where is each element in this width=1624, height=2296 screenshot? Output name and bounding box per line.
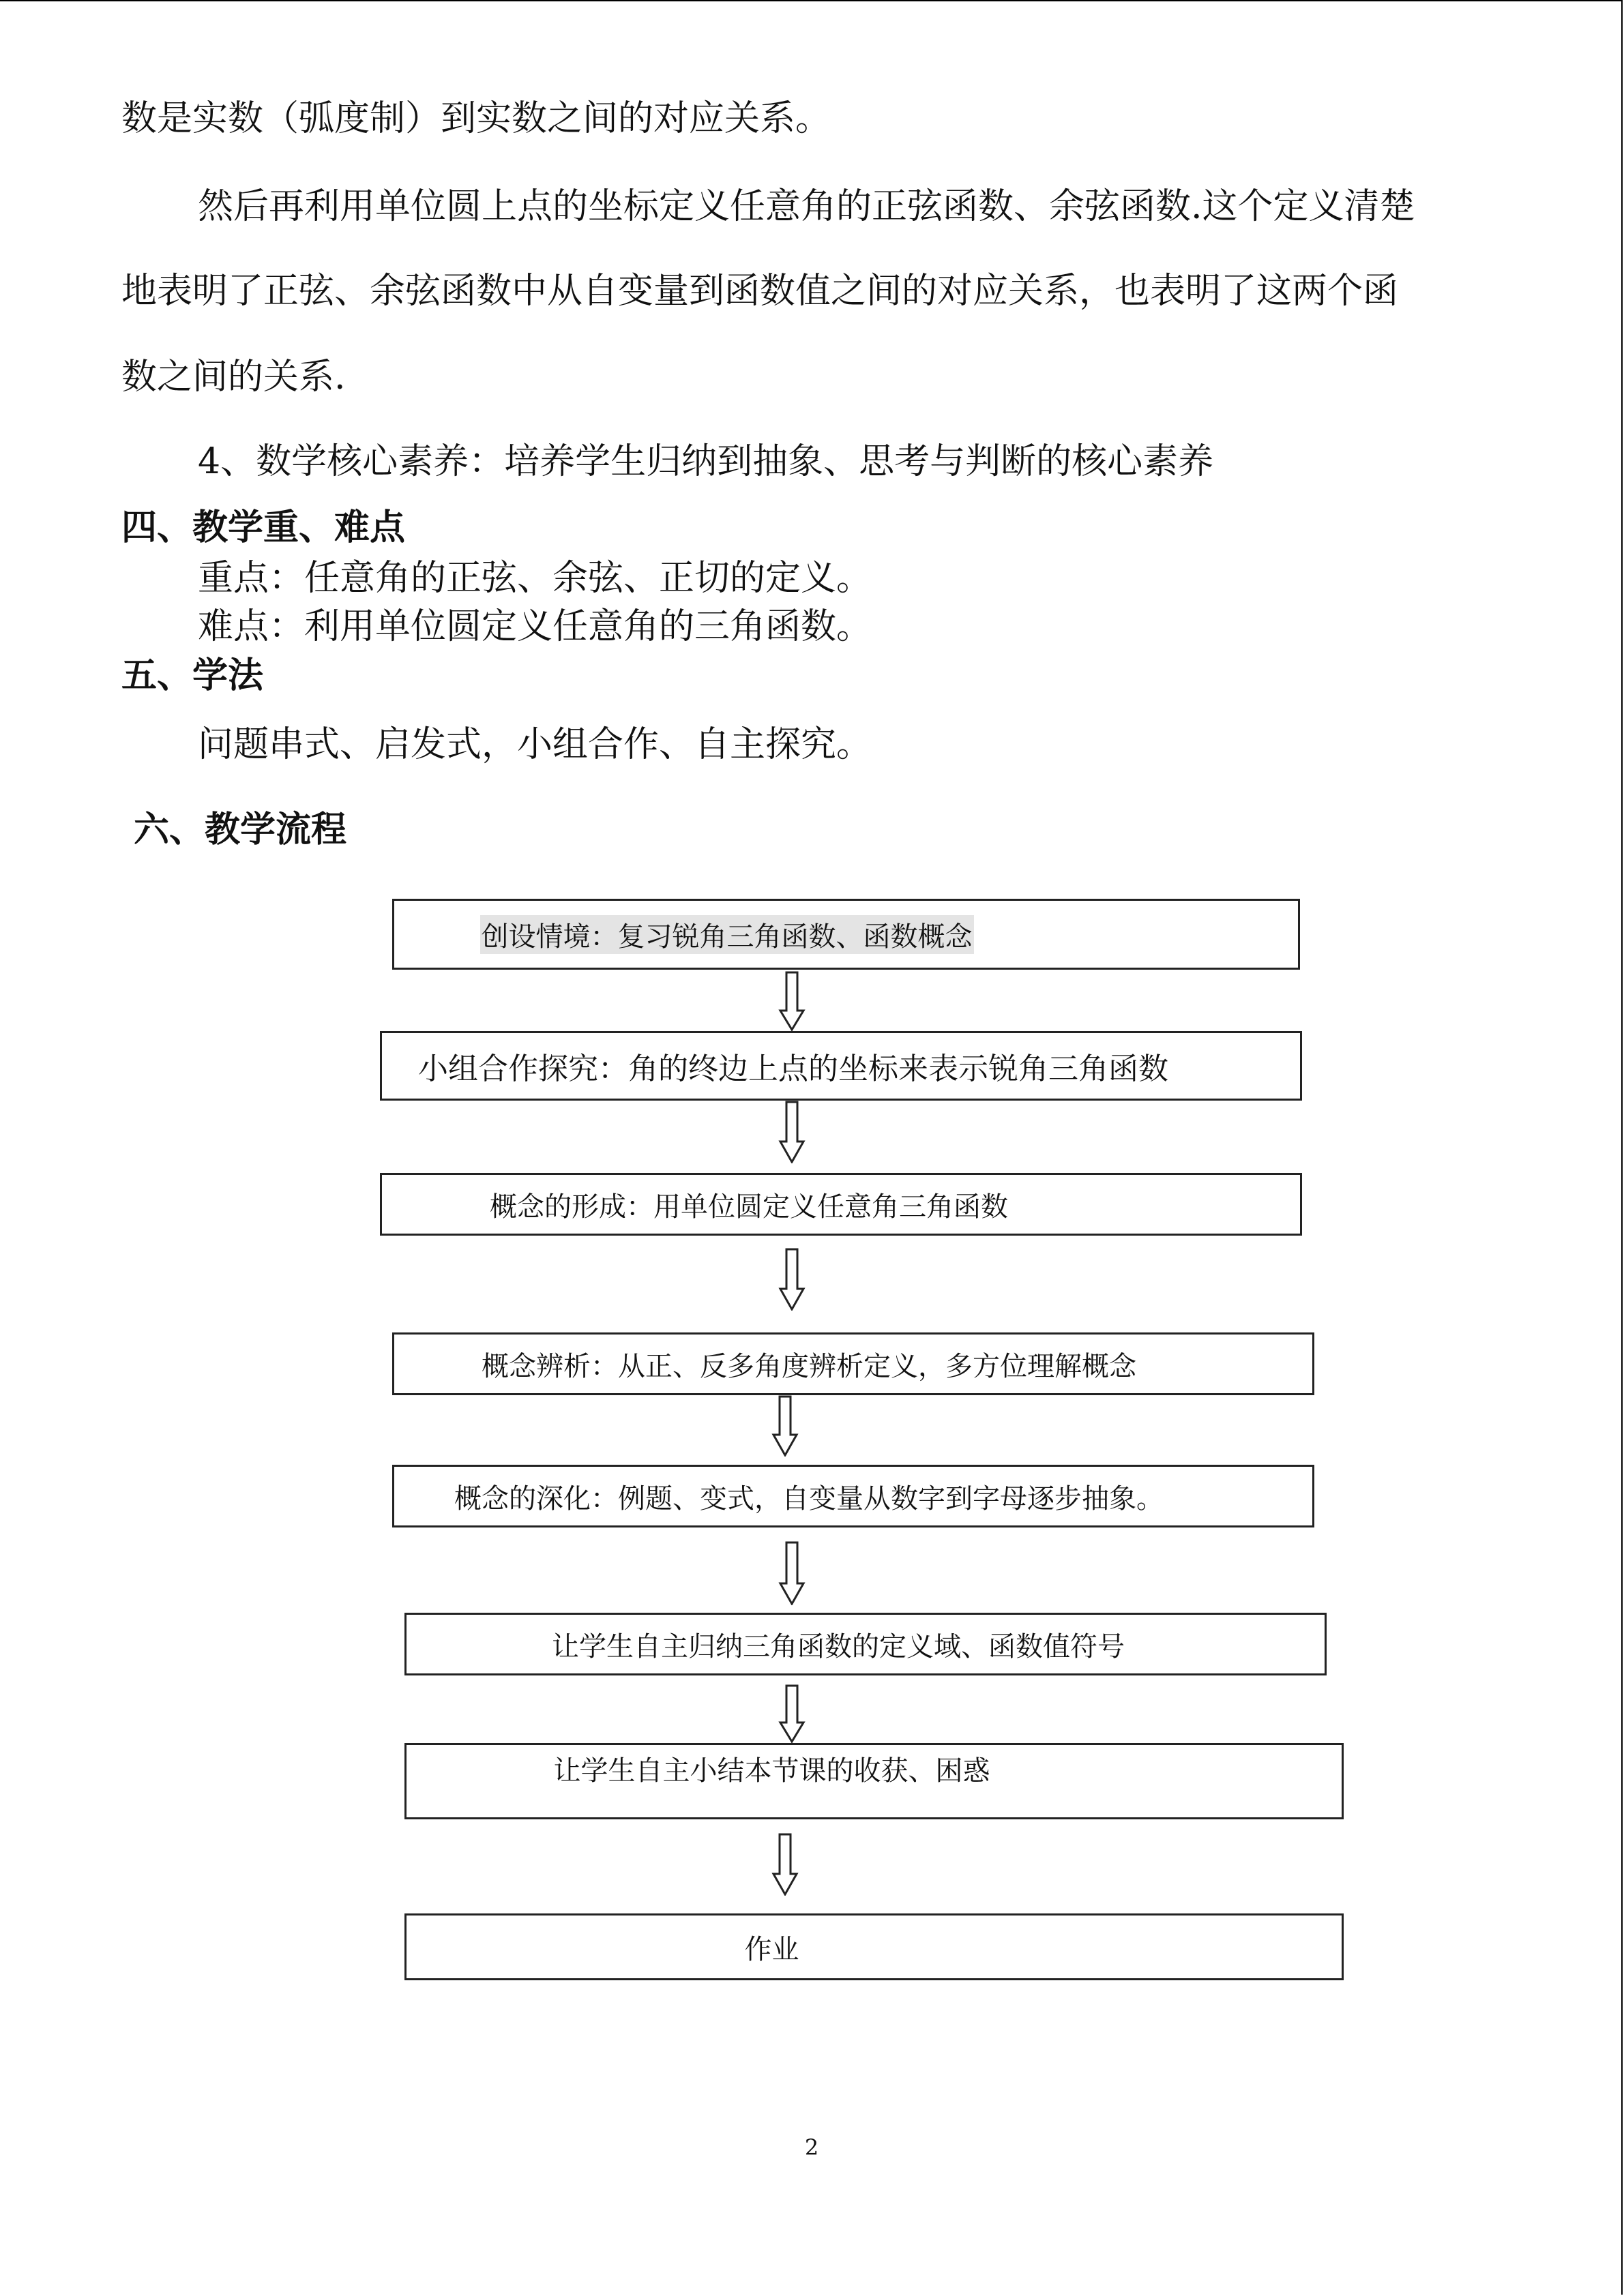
flow-step-8 [404, 1913, 1344, 1980]
flow-step-6 [404, 1613, 1327, 1675]
paragraph-line-1: 数是实数（弧度制）到实数之间的对应关系。 [121, 98, 831, 139]
flow-arrow-6-icon [778, 1684, 806, 1743]
flow-step-4-label: 概念辨析：从正、反多角度辨析定义，多方位理解概念 [482, 1350, 1136, 1382]
flow-arrow-3-icon [778, 1248, 806, 1311]
flow-step-3 [380, 1173, 1302, 1236]
learning-method-text: 问题串式、启发式，小组合作、自主探究。 [198, 724, 872, 765]
flow-step-4 [392, 1332, 1314, 1395]
flow-step-7 [404, 1743, 1344, 1819]
flow-step-5 [392, 1465, 1314, 1527]
paragraph-line-2: 然后再利用单位圆上点的坐标定义任意角的正弦函数、余弦函数.这个定义清楚 [198, 186, 1415, 227]
page-number: 2 [804, 2134, 819, 2160]
section-heading-learning-method: 五、学法 [121, 655, 264, 696]
flow-step-7-label: 让学生自主小结本节课的收获、困惑 [553, 1755, 990, 1787]
flow-arrow-2-icon [778, 1101, 806, 1163]
flow-arrow-7-icon [771, 1833, 799, 1896]
flow-arrow-5-icon [778, 1541, 806, 1605]
core-literacy-item: 4、数学核心素养：培养学生归纳到抽象、思考与判断的核心素养 [198, 441, 1214, 482]
paragraph-line-4: 数之间的关系. [121, 357, 346, 398]
flow-step-2 [380, 1031, 1302, 1101]
flow-arrow-1-icon [778, 971, 806, 1031]
paragraph-line-3: 地表明了正弦、余弦函数中从自变量到函数值之间的对应关系，也表明了这两个函 [121, 271, 1399, 312]
flow-step-1-label: 创设情境：复习锐角三角函数、函数概念 [480, 915, 974, 954]
flow-step-1 [392, 899, 1300, 970]
section-heading-key-difficult: 四、教学重、难点 [121, 507, 406, 548]
difficult-point: 难点：利用单位圆定义任意角的三角函数。 [198, 606, 872, 647]
flow-arrow-4-icon [771, 1395, 799, 1457]
flow-step-5-label: 概念的深化：例题、变式，自变量从数字到字母逐步抽象。 [454, 1482, 1164, 1515]
key-point: 重点：任意角的正弦、余弦、正切的定义。 [198, 558, 872, 599]
flow-step-3-label: 概念的形成：用单位圆定义任意角三角函数 [490, 1191, 1008, 1223]
flow-step-2-label: 小组合作探究：角的终边上点的坐标来表示锐角三角函数 [418, 1052, 1168, 1086]
section-heading-teaching-process: 六、教学流程 [134, 809, 347, 850]
flow-step-6-label: 让学生自主归纳三角函数的定义域、函数值符号 [552, 1630, 1125, 1663]
flow-step-8-label: 作业 [744, 1933, 799, 1965]
